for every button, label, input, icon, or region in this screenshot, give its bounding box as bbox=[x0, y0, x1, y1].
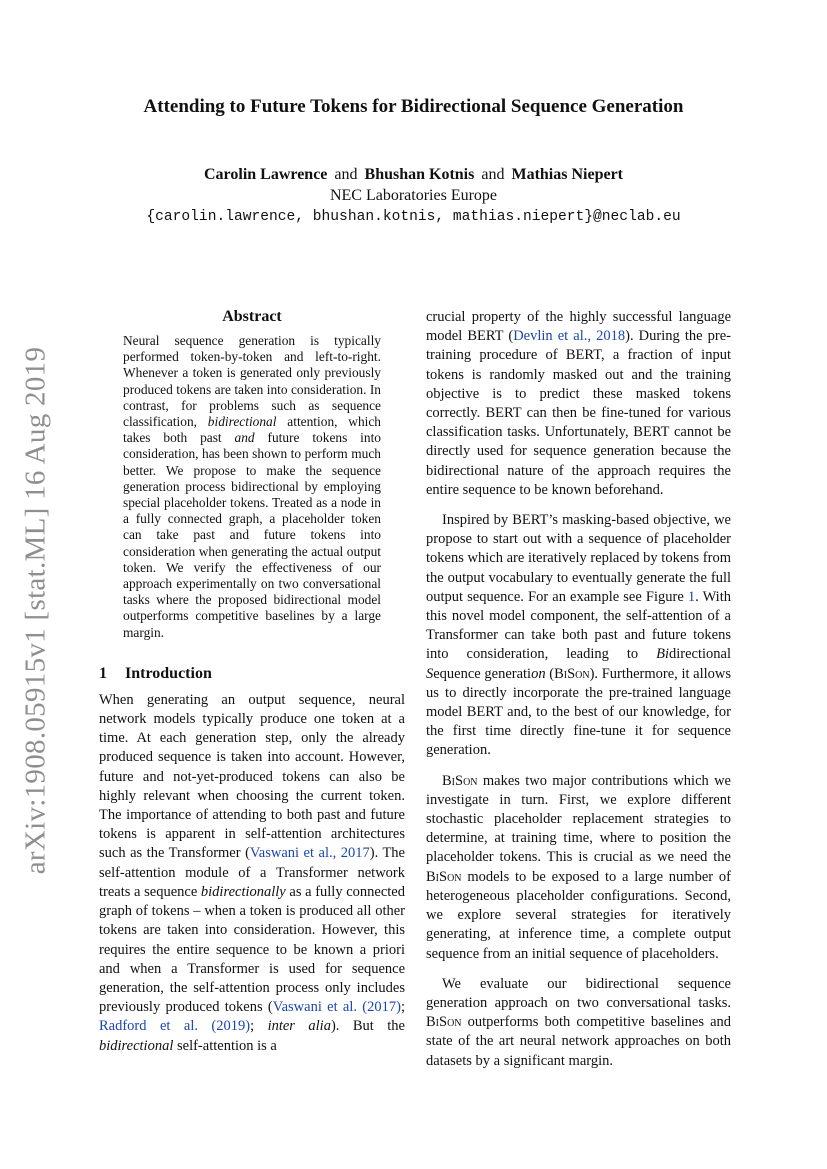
figure-reference-link[interactable]: 1 bbox=[687, 588, 696, 605]
abstract-heading: Abstract bbox=[222, 308, 282, 325]
author-name: Bhushan Kotnis bbox=[364, 166, 475, 183]
affiliation: NEC Laboratories Europe bbox=[329, 187, 498, 204]
citation-link[interactable]: Vaswani et al. (2017) bbox=[272, 999, 401, 1016]
citation-link[interactable]: Devlin et al., 2018 bbox=[513, 328, 626, 345]
section-heading-introduction bbox=[99, 663, 405, 685]
arxiv-side-identifier bbox=[16, 346, 56, 874]
author-name: Carolin Lawrence bbox=[204, 166, 328, 183]
citation-link[interactable]: Vaswani et al., 2017 bbox=[249, 845, 370, 862]
model-name: BiSon bbox=[426, 868, 462, 885]
author-name: Mathias Niepert bbox=[511, 166, 623, 183]
intro-paragraph: When generating an output sequence, neural network models typically produce one token at a time. At each generation step, only the already produced sequence is taken into account. However, future and not-yet-produced tokens can also be highly relevant when choosing the current token. The importance of attending to both past and future tokens is apparent in self-attention architectures such as the Transformer (Vaswani et al., 2017). The self-attention module of a Transformer network treats a sequence bidirectionally as a fully connected graph of tokens – when a token is produced all other tokens are taken into consideration. However, this requires the entire sequence to be known a priori and when a Transformer is used for sequence generation, the self-attention process only includes previously produced tokens (Vaswani et al. (2017); Radford et al. (2019); inter alia). But the bidirectional self-attention is a bbox=[99, 691, 405, 1054]
citation-link[interactable]: Radford et al. (2019) bbox=[99, 1018, 251, 1035]
arxiv-identifier-text: arXiv:1908.05915v1 [stat.ML] 16 Aug 2019 bbox=[19, 346, 52, 874]
author-separator: and bbox=[334, 166, 358, 183]
model-name: BiSon bbox=[426, 1014, 462, 1031]
author-list bbox=[98, 164, 729, 186]
intro-paragraph-continued: crucial property of the highly successful language model BERT (Devlin et al., 2018). During the pre-training procedure of BERT, a fraction of input tokens is randomly masked out and the training objective is to predict these masked tokens correctly. BERT can then be fine-tuned for various classification tasks. Unfortunately, BERT cannot be directly used for sequence generation because the bidirectional nature of the approach requires the entire sequence to be known beforehand. bbox=[426, 309, 731, 498]
section-number: 1 bbox=[99, 664, 107, 682]
intro-paragraph: Inspired by BERT’s masking-based objective, we propose to start out with a sequence of placeholder tokens which are iteratively replaced by tokens from the output vocabulary to eventually generate the full output sequence. For an example see Figure 1. With this novel model component, the self-attention of a Transformer can take both past and future tokens into consideration, leading to Bidirectional Sequence generation (BiSon). Furthermore, it allows us to directly incorporate the pre-trained language model BERT and, to the best of our knowledge, for the first time directly fine-tune it for sequence generation. bbox=[426, 512, 731, 759]
abstract-text: Neural sequence generation is typically performed token-by-token and left-to-right. Whenever a token is generated only previously produced tokens are taken into consideration. In contrast, for problems such as sequence classification, bidirectional attention, which takes both past and future tokens into consideration, has been shown to perform much better. We propose to make the sequence generation process bidirectional by employing special placeholder tokens. Treated as a node in a fully connected graph, a placeholder token can take past and future tokens into consideration when generating the actual output token. We verify the effectiveness of our approach experimentally on two conversational tasks where the proposed bidirectional model outperforms competitive baselines by a large margin. bbox=[123, 333, 382, 640]
model-name: BiSon bbox=[442, 772, 478, 789]
author-separator: and bbox=[481, 166, 505, 183]
author-emails: {carolin.lawrence, bhushan.kotnis, mathias.niepert}@neclab.eu bbox=[146, 209, 681, 225]
left-column bbox=[99, 306, 405, 1056]
model-name: BiSon bbox=[554, 665, 590, 682]
section-title: Introduction bbox=[125, 664, 212, 682]
right-column bbox=[426, 308, 731, 1071]
intro-paragraph: We evaluate our bidirectional sequence generation approach on two conversational tasks. BiSon outperforms both competitive baselines and state of the art neural network approaches on both datasets by a significant margin. bbox=[426, 975, 731, 1069]
paper-title: Attending to Future Tokens for Bidirectional Sequence Generation bbox=[143, 96, 684, 117]
intro-paragraph: BiSon makes two major contributions which we investigate in turn. First, we explore different stochastic placeholder replacement strategies to determine, at training time, where to position the placeholder tokens. This is crucial as we need the BiSon models to be exposed to a large number of heterogeneous placeholder configurations. Second, we explore several strategies for iteratively generating, at inference time, a complete output sequence from an initial sequence of placeholders. bbox=[426, 772, 731, 962]
